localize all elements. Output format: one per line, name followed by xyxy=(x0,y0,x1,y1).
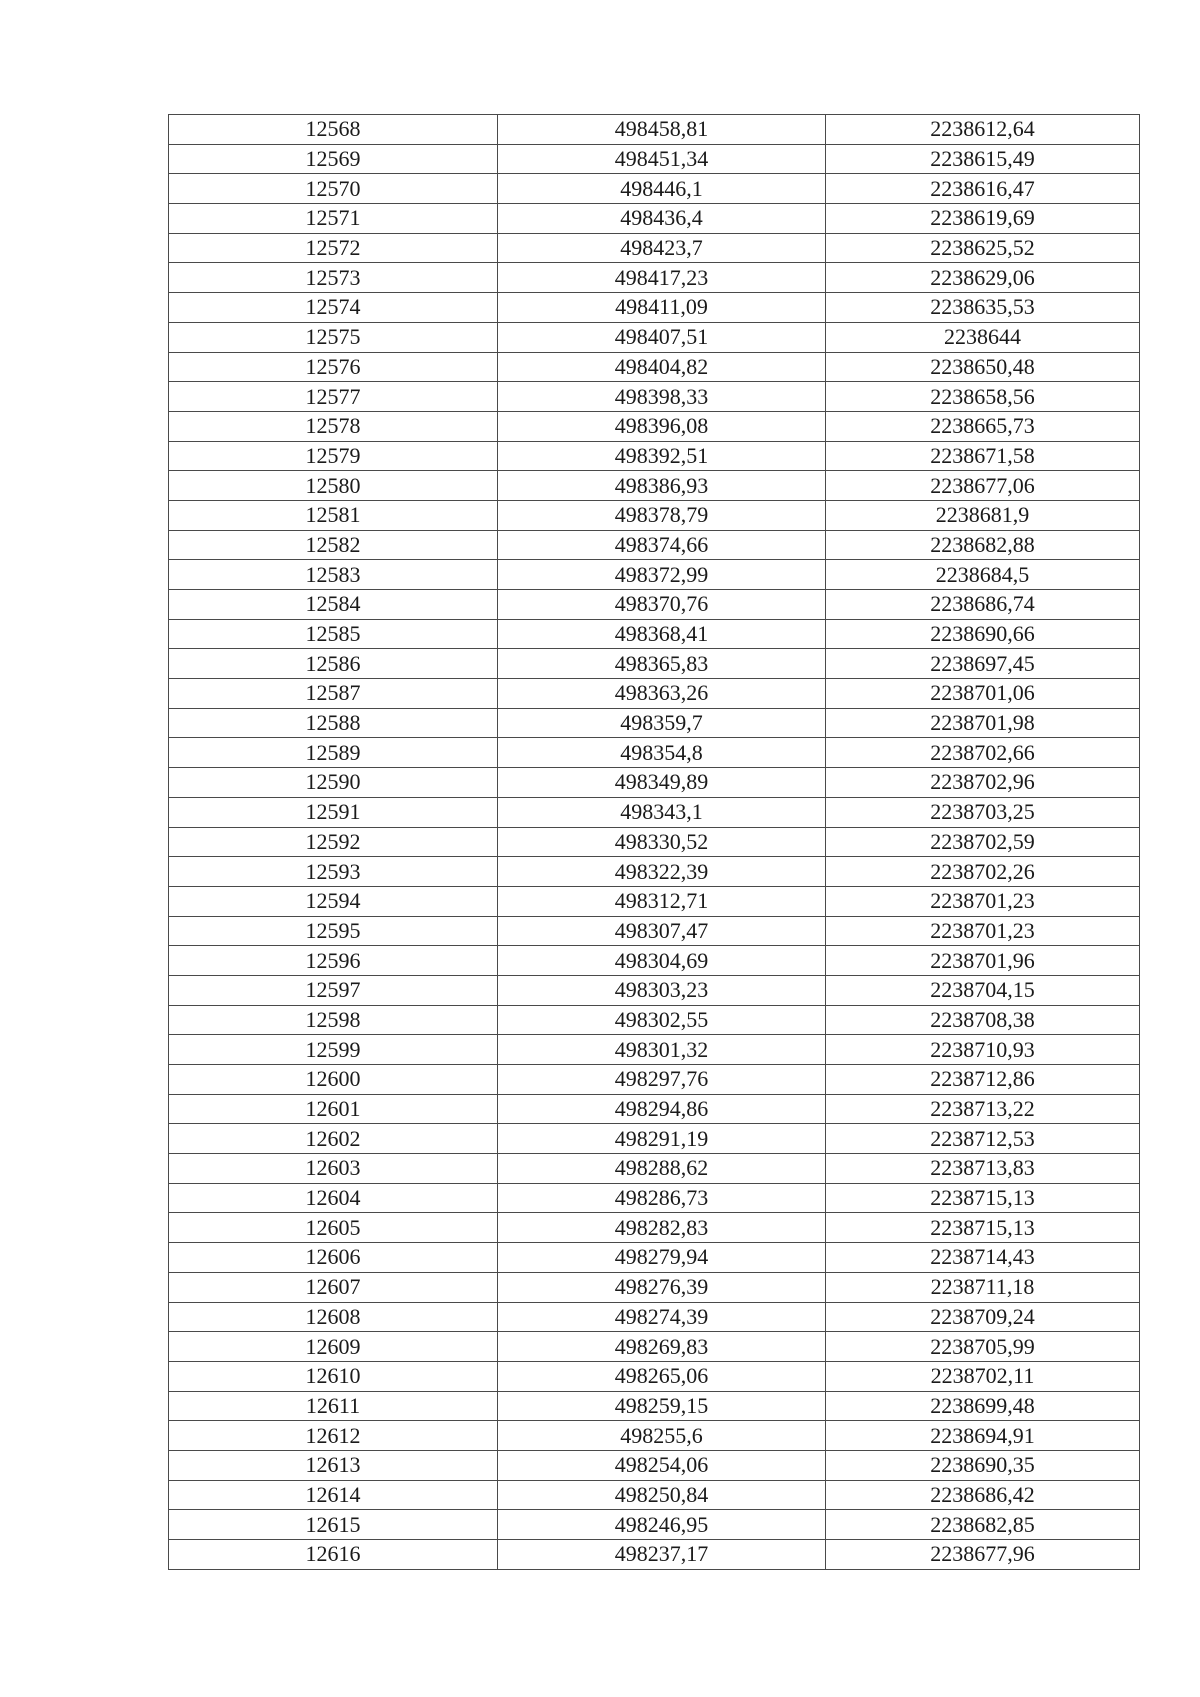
x-coordinate-cell: 498359,7 xyxy=(498,708,826,738)
table-row xyxy=(169,322,1140,352)
x-coordinate-cell: 498363,26 xyxy=(498,679,826,709)
y-coordinate-cell: 2238701,23 xyxy=(826,886,1140,916)
x-coordinate-cell: 498276,39 xyxy=(498,1272,826,1302)
x-coordinate-cell: 498451,34 xyxy=(498,144,826,174)
point-number-cell: 12588 xyxy=(169,708,498,738)
y-coordinate-cell: 2238686,74 xyxy=(826,590,1140,620)
y-coordinate-cell: 2238677,96 xyxy=(826,1540,1140,1570)
point-number-cell: 12600 xyxy=(169,1065,498,1095)
table-row xyxy=(169,768,1140,798)
y-coordinate-cell: 2238697,45 xyxy=(826,649,1140,679)
x-coordinate-cell: 498282,83 xyxy=(498,1213,826,1243)
y-coordinate-cell: 2238703,25 xyxy=(826,797,1140,827)
y-coordinate-cell: 2238699,48 xyxy=(826,1391,1140,1421)
table-row xyxy=(169,1035,1140,1065)
x-coordinate-cell: 498301,32 xyxy=(498,1035,826,1065)
table-row xyxy=(169,1391,1140,1421)
x-coordinate-cell: 498291,19 xyxy=(498,1124,826,1154)
point-number-cell: 12571 xyxy=(169,204,498,234)
y-coordinate-cell: 2238681,9 xyxy=(826,500,1140,530)
x-coordinate-cell: 498404,82 xyxy=(498,352,826,382)
x-coordinate-cell: 498372,99 xyxy=(498,560,826,590)
x-coordinate-cell: 498343,1 xyxy=(498,797,826,827)
point-number-cell: 12605 xyxy=(169,1213,498,1243)
y-coordinate-cell: 2238715,13 xyxy=(826,1183,1140,1213)
point-number-cell: 12615 xyxy=(169,1510,498,1540)
table-row xyxy=(169,1124,1140,1154)
point-number-cell: 12603 xyxy=(169,1154,498,1184)
table-row xyxy=(169,1332,1140,1362)
y-coordinate-cell: 2238712,86 xyxy=(826,1065,1140,1095)
table-row xyxy=(169,263,1140,293)
x-coordinate-cell: 498274,39 xyxy=(498,1302,826,1332)
x-coordinate-cell: 498436,4 xyxy=(498,204,826,234)
y-coordinate-cell: 2238671,58 xyxy=(826,441,1140,471)
y-coordinate-cell: 2238711,18 xyxy=(826,1272,1140,1302)
y-coordinate-cell: 2238702,96 xyxy=(826,768,1140,798)
y-coordinate-cell: 2238702,11 xyxy=(826,1361,1140,1391)
table-row xyxy=(169,293,1140,323)
table-row xyxy=(169,797,1140,827)
y-coordinate-cell: 2238714,43 xyxy=(826,1243,1140,1273)
table-row xyxy=(169,441,1140,471)
y-coordinate-cell: 2238713,83 xyxy=(826,1154,1140,1184)
table-row xyxy=(169,382,1140,412)
y-coordinate-cell: 2238702,59 xyxy=(826,827,1140,857)
table-row xyxy=(169,946,1140,976)
y-coordinate-cell: 2238690,66 xyxy=(826,619,1140,649)
x-coordinate-cell: 498307,47 xyxy=(498,916,826,946)
y-coordinate-cell: 2238701,98 xyxy=(826,708,1140,738)
table-row xyxy=(169,500,1140,530)
x-coordinate-cell: 498269,83 xyxy=(498,1332,826,1362)
table-row xyxy=(169,1540,1140,1570)
table-row xyxy=(169,1213,1140,1243)
y-coordinate-cell: 2238682,85 xyxy=(826,1510,1140,1540)
point-number-cell: 12570 xyxy=(169,174,498,204)
table-row xyxy=(169,1510,1140,1540)
table-row xyxy=(169,827,1140,857)
point-number-cell: 12582 xyxy=(169,530,498,560)
x-coordinate-cell: 498259,15 xyxy=(498,1391,826,1421)
point-number-cell: 12586 xyxy=(169,649,498,679)
y-coordinate-cell: 2238694,91 xyxy=(826,1421,1140,1451)
x-coordinate-cell: 498294,86 xyxy=(498,1094,826,1124)
y-coordinate-cell: 2238658,56 xyxy=(826,382,1140,412)
table-row xyxy=(169,590,1140,620)
y-coordinate-cell: 2238635,53 xyxy=(826,293,1140,323)
table-row xyxy=(169,471,1140,501)
point-number-cell: 12576 xyxy=(169,352,498,382)
y-coordinate-cell: 2238612,64 xyxy=(826,115,1140,145)
table-row xyxy=(169,1094,1140,1124)
point-number-cell: 12585 xyxy=(169,619,498,649)
table-row xyxy=(169,1005,1140,1035)
x-coordinate-cell: 498279,94 xyxy=(498,1243,826,1273)
point-number-cell: 12592 xyxy=(169,827,498,857)
table-row xyxy=(169,1480,1140,1510)
x-coordinate-cell: 498303,23 xyxy=(498,975,826,1005)
table-row xyxy=(169,174,1140,204)
x-coordinate-cell: 498458,81 xyxy=(498,115,826,145)
point-number-cell: 12594 xyxy=(169,886,498,916)
x-coordinate-cell: 498288,62 xyxy=(498,1154,826,1184)
x-coordinate-cell: 498368,41 xyxy=(498,619,826,649)
table-row xyxy=(169,708,1140,738)
x-coordinate-cell: 498392,51 xyxy=(498,441,826,471)
x-coordinate-cell: 498255,6 xyxy=(498,1421,826,1451)
point-number-cell: 12596 xyxy=(169,946,498,976)
y-coordinate-cell: 2238616,47 xyxy=(826,174,1140,204)
y-coordinate-cell: 2238713,22 xyxy=(826,1094,1140,1124)
y-coordinate-cell: 2238644 xyxy=(826,322,1140,352)
point-number-cell: 12595 xyxy=(169,916,498,946)
point-number-cell: 12606 xyxy=(169,1243,498,1273)
x-coordinate-cell: 498417,23 xyxy=(498,263,826,293)
x-coordinate-cell: 498423,7 xyxy=(498,233,826,263)
point-number-cell: 12568 xyxy=(169,115,498,145)
point-number-cell: 12593 xyxy=(169,857,498,887)
table-row xyxy=(169,115,1140,145)
point-number-cell: 12573 xyxy=(169,263,498,293)
point-number-cell: 12587 xyxy=(169,679,498,709)
table-row xyxy=(169,857,1140,887)
y-coordinate-cell: 2238710,93 xyxy=(826,1035,1140,1065)
y-coordinate-cell: 2238704,15 xyxy=(826,975,1140,1005)
x-coordinate-cell: 498407,51 xyxy=(498,322,826,352)
point-number-cell: 12579 xyxy=(169,441,498,471)
table-row xyxy=(169,886,1140,916)
y-coordinate-cell: 2238625,52 xyxy=(826,233,1140,263)
table-row xyxy=(169,1302,1140,1332)
x-coordinate-cell: 498349,89 xyxy=(498,768,826,798)
point-number-cell: 12583 xyxy=(169,560,498,590)
x-coordinate-cell: 498302,55 xyxy=(498,1005,826,1035)
point-number-cell: 12599 xyxy=(169,1035,498,1065)
point-number-cell: 12590 xyxy=(169,768,498,798)
y-coordinate-cell: 2238701,06 xyxy=(826,679,1140,709)
table-row xyxy=(169,352,1140,382)
x-coordinate-cell: 498446,1 xyxy=(498,174,826,204)
point-number-cell: 12572 xyxy=(169,233,498,263)
coordinates-table-body xyxy=(169,115,1140,1570)
y-coordinate-cell: 2238705,99 xyxy=(826,1332,1140,1362)
point-number-cell: 12613 xyxy=(169,1450,498,1480)
coordinates-table xyxy=(168,114,1140,1570)
table-row xyxy=(169,233,1140,263)
table-row xyxy=(169,530,1140,560)
x-coordinate-cell: 498297,76 xyxy=(498,1065,826,1095)
table-row xyxy=(169,1361,1140,1391)
point-number-cell: 12598 xyxy=(169,1005,498,1035)
point-number-cell: 12602 xyxy=(169,1124,498,1154)
point-number-cell: 12569 xyxy=(169,144,498,174)
table-row xyxy=(169,1154,1140,1184)
table-row xyxy=(169,1243,1140,1273)
point-number-cell: 12614 xyxy=(169,1480,498,1510)
table-row xyxy=(169,560,1140,590)
table-row xyxy=(169,619,1140,649)
x-coordinate-cell: 498386,93 xyxy=(498,471,826,501)
x-coordinate-cell: 498374,66 xyxy=(498,530,826,560)
x-coordinate-cell: 498322,39 xyxy=(498,857,826,887)
y-coordinate-cell: 2238684,5 xyxy=(826,560,1140,590)
point-number-cell: 12578 xyxy=(169,411,498,441)
y-coordinate-cell: 2238702,26 xyxy=(826,857,1140,887)
y-coordinate-cell: 2238715,13 xyxy=(826,1213,1140,1243)
point-number-cell: 12574 xyxy=(169,293,498,323)
point-number-cell: 12612 xyxy=(169,1421,498,1451)
table-row xyxy=(169,1065,1140,1095)
table-row xyxy=(169,1272,1140,1302)
y-coordinate-cell: 2238619,69 xyxy=(826,204,1140,234)
point-number-cell: 12589 xyxy=(169,738,498,768)
y-coordinate-cell: 2238677,06 xyxy=(826,471,1140,501)
table-row xyxy=(169,411,1140,441)
point-number-cell: 12584 xyxy=(169,590,498,620)
y-coordinate-cell: 2238712,53 xyxy=(826,1124,1140,1154)
point-number-cell: 12616 xyxy=(169,1540,498,1570)
y-coordinate-cell: 2238686,42 xyxy=(826,1480,1140,1510)
point-number-cell: 12577 xyxy=(169,382,498,412)
table-row xyxy=(169,649,1140,679)
y-coordinate-cell: 2238690,35 xyxy=(826,1450,1140,1480)
point-number-cell: 12575 xyxy=(169,322,498,352)
point-number-cell: 12610 xyxy=(169,1361,498,1391)
point-number-cell: 12608 xyxy=(169,1302,498,1332)
table-row xyxy=(169,916,1140,946)
table-row xyxy=(169,738,1140,768)
x-coordinate-cell: 498378,79 xyxy=(498,500,826,530)
x-coordinate-cell: 498411,09 xyxy=(498,293,826,323)
x-coordinate-cell: 498354,8 xyxy=(498,738,826,768)
table-row xyxy=(169,204,1140,234)
y-coordinate-cell: 2238708,38 xyxy=(826,1005,1140,1035)
x-coordinate-cell: 498237,17 xyxy=(498,1540,826,1570)
x-coordinate-cell: 498286,73 xyxy=(498,1183,826,1213)
x-coordinate-cell: 498396,08 xyxy=(498,411,826,441)
table-row xyxy=(169,1421,1140,1451)
y-coordinate-cell: 2238615,49 xyxy=(826,144,1140,174)
x-coordinate-cell: 498312,71 xyxy=(498,886,826,916)
point-number-cell: 12609 xyxy=(169,1332,498,1362)
x-coordinate-cell: 498246,95 xyxy=(498,1510,826,1540)
x-coordinate-cell: 498254,06 xyxy=(498,1450,826,1480)
point-number-cell: 12611 xyxy=(169,1391,498,1421)
point-number-cell: 12597 xyxy=(169,975,498,1005)
point-number-cell: 12604 xyxy=(169,1183,498,1213)
table-row xyxy=(169,975,1140,1005)
y-coordinate-cell: 2238709,24 xyxy=(826,1302,1140,1332)
x-coordinate-cell: 498370,76 xyxy=(498,590,826,620)
x-coordinate-cell: 498265,06 xyxy=(498,1361,826,1391)
table-row xyxy=(169,1183,1140,1213)
x-coordinate-cell: 498365,83 xyxy=(498,649,826,679)
y-coordinate-cell: 2238682,88 xyxy=(826,530,1140,560)
x-coordinate-cell: 498398,33 xyxy=(498,382,826,412)
x-coordinate-cell: 498330,52 xyxy=(498,827,826,857)
point-number-cell: 12601 xyxy=(169,1094,498,1124)
y-coordinate-cell: 2238629,06 xyxy=(826,263,1140,293)
table-row xyxy=(169,679,1140,709)
y-coordinate-cell: 2238701,23 xyxy=(826,916,1140,946)
point-number-cell: 12591 xyxy=(169,797,498,827)
point-number-cell: 12580 xyxy=(169,471,498,501)
x-coordinate-cell: 498250,84 xyxy=(498,1480,826,1510)
table-row xyxy=(169,144,1140,174)
x-coordinate-cell: 498304,69 xyxy=(498,946,826,976)
y-coordinate-cell: 2238702,66 xyxy=(826,738,1140,768)
y-coordinate-cell: 2238650,48 xyxy=(826,352,1140,382)
point-number-cell: 12581 xyxy=(169,500,498,530)
y-coordinate-cell: 2238701,96 xyxy=(826,946,1140,976)
point-number-cell: 12607 xyxy=(169,1272,498,1302)
y-coordinate-cell: 2238665,73 xyxy=(826,411,1140,441)
table-row xyxy=(169,1450,1140,1480)
